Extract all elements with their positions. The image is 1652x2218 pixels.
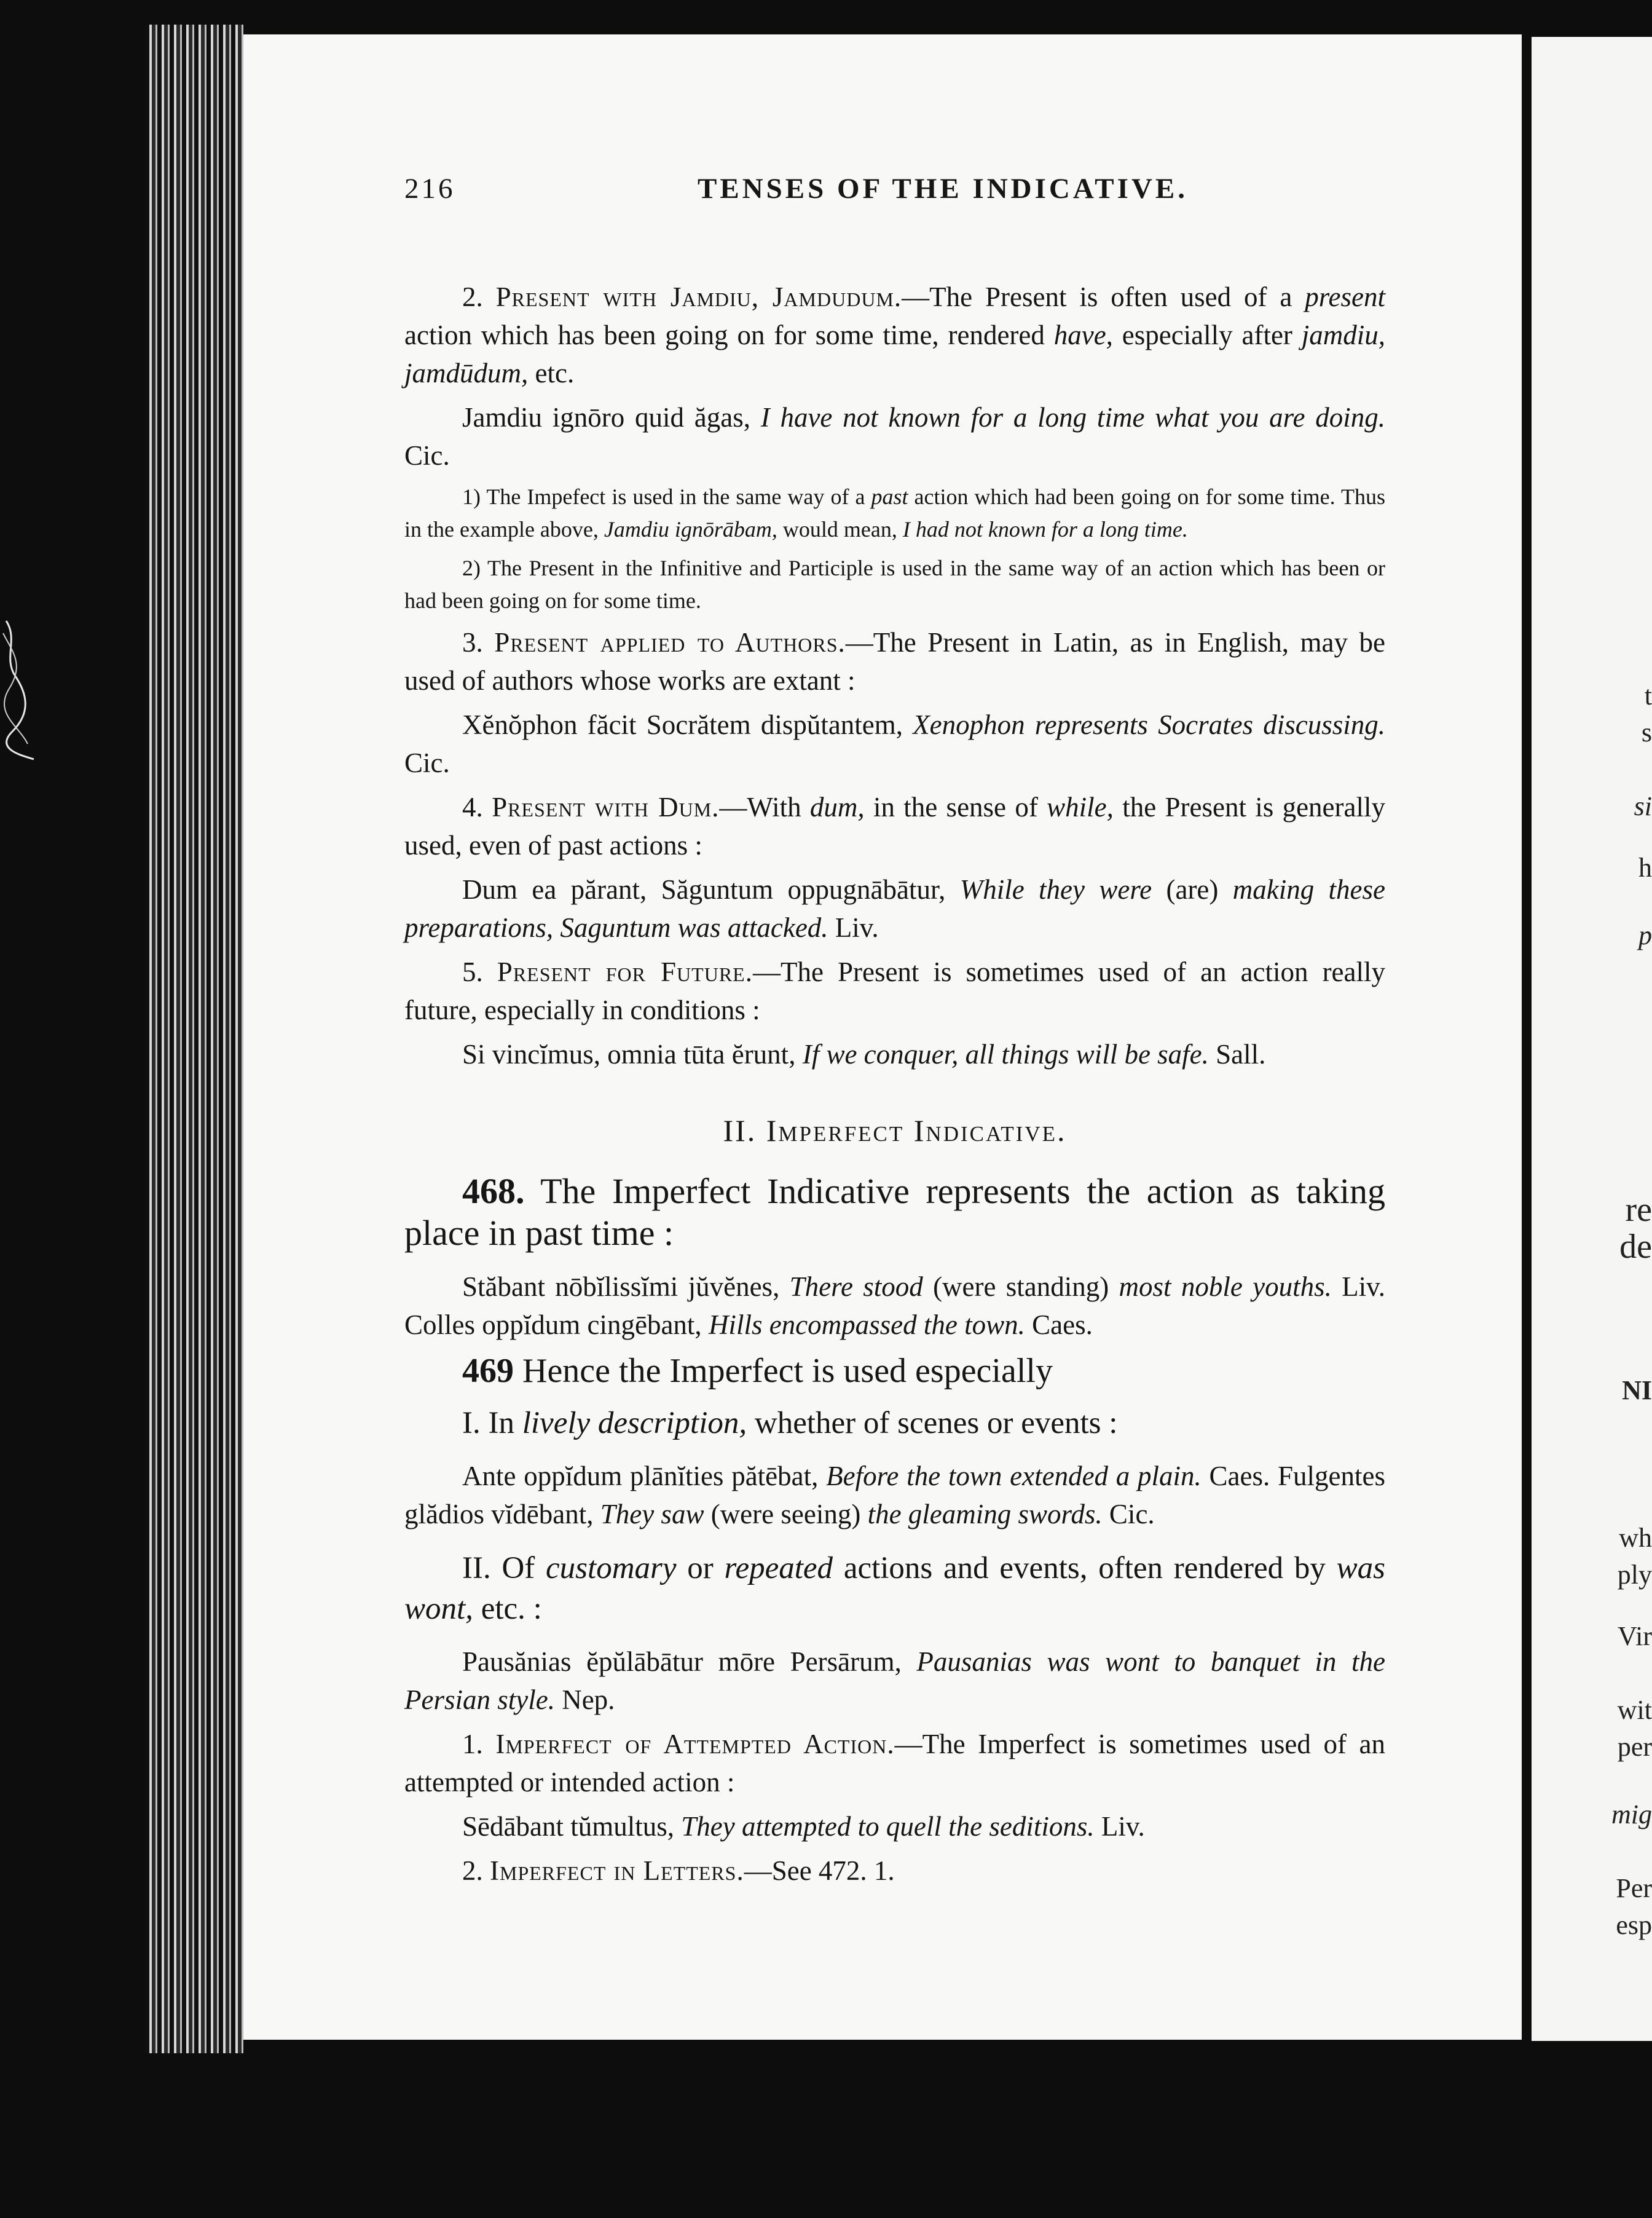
page-number: 216 — [404, 173, 455, 205]
example-jamdiu: Jamdiu ignōro quid ăgas, I have not known for a long time what you are doing. Cic. — [404, 402, 1385, 471]
paragraph-present-future: 5. Present for Future.—The Present is sometimes used of an action really future, especially in conditions : — [404, 957, 1386, 1025]
example-xenophon: Xĕnŏphon făcit Socrătem dispŭtantem, Xenophon represents Socrates discussing. Cic. — [404, 709, 1385, 778]
example-sedabant: Sēdābant tŭmultus, They attempted to quell the seditions. Liv. — [462, 1811, 1145, 1842]
facing-fragment: t — [1644, 681, 1652, 711]
facing-fragment: esp — [1616, 1910, 1652, 1940]
facing-fragment: per — [1617, 1732, 1652, 1762]
facing-fragment: s — [1641, 717, 1652, 748]
paragraph-imperfect-letters: 2. Imperfect in Letters.—See 472. 1. — [462, 1855, 895, 1886]
example-ante-oppidum: Ante oppĭdum plānĭties pătēbat, Before the town extended a plain. Caes. Fulgentes glădios vĭdēbant, They saw (were seeing) the gleaming swords. Cic. — [404, 1461, 1386, 1529]
facing-fragment: h — [1638, 853, 1652, 883]
note-1-imperfect: 1) The Impefect is used in the same way of a past action which had been going on for some time. Thus in the example above, Jamdiu ignōrābam, would mean, I had not known for a long time. — [404, 484, 1385, 542]
facing-page-edge — [1532, 37, 1652, 2041]
section-469: 469 Hence the Imperfect is used especially — [462, 1352, 1053, 1390]
example-468: Stăbant nōbĭlissĭmi jŭvĕnes, There stood (were standing) most noble youths. Liv. Colles oppĭdum cingēbant, Hills encompassed the town. Caes. — [404, 1271, 1385, 1340]
facing-fragment: Per — [1616, 1873, 1652, 1903]
facing-fragment: Vir — [1617, 1621, 1652, 1651]
facing-fragment: mig — [1611, 1799, 1652, 1829]
facing-fragment: de — [1619, 1228, 1652, 1266]
running-title: TENSES OF THE INDICATIVE. — [698, 173, 1188, 205]
section-468: 468. The Imperfect Indicative represents the action as taking place in past time : — [404, 1171, 1385, 1253]
paragraph-attempted-action: 1. Imperfect of Attempted Action.—The Imperfect is sometimes used of an attempted or intended action : — [404, 1729, 1386, 1798]
example-pausanias: Pausănias ĕpŭlābātur mōre Persārum, Pausanias was wont to banquet in the Persian style. Nep. — [404, 1646, 1385, 1715]
section-heading-imperfect: II. Imperfect Indicative. — [723, 1113, 1067, 1148]
left-page — [243, 34, 1522, 2040]
facing-fragment: wh — [1619, 1523, 1652, 1553]
facing-fragment: re — [1625, 1191, 1652, 1229]
facing-fragment: NI — [1622, 1375, 1652, 1405]
book-gutter — [1522, 25, 1532, 2053]
facing-fragment: si — [1634, 791, 1652, 821]
example-saguntum: Dum ea părant, Săguntum oppugnābātur, While they were (are) making these preparations, Saguntum was attacked. Liv. — [404, 874, 1386, 943]
facing-fragment: ply — [1617, 1560, 1652, 1590]
paragraph-present-authors: 3. Present applied to Authors.—The Present in Latin, as in English, may be used of authors whose works are extant : — [404, 627, 1385, 696]
example-si-vincimus: Si vincĭmus, omnia tūta ĕrunt, If we conquer, all things will be safe. Sall. — [462, 1039, 1266, 1070]
rule-customary-actions: II. Of customary or repeated actions and events, often rendered by was wont, etc. : — [404, 1551, 1386, 1626]
paragraph-present-dum: 4. Present with Dum.—With dum, in the sense of while, the Present is generally used, even of past actions : — [404, 792, 1385, 861]
binding-thread — [0, 615, 37, 762]
note-2-infinitive: 2) The Present in the Infinitive and Participle is used in the same way of an action which has been or had been going on for some time. — [404, 556, 1385, 613]
rule-lively-description: I. In lively description, whether of scenes or events : — [462, 1406, 1118, 1440]
facing-fragment: p — [1638, 920, 1652, 950]
book-fore-edges — [145, 25, 243, 2053]
paragraph-present-jamdiu: 2. Present with Jamdiu, Jamdudum.—The Present is often used of a present action which has been going on for some time, rendered have, especially after jamdiu, jamdūdum, etc. — [404, 282, 1385, 389]
page-body — [404, 278, 1385, 1896]
facing-fragment: wit — [1617, 1695, 1652, 1725]
